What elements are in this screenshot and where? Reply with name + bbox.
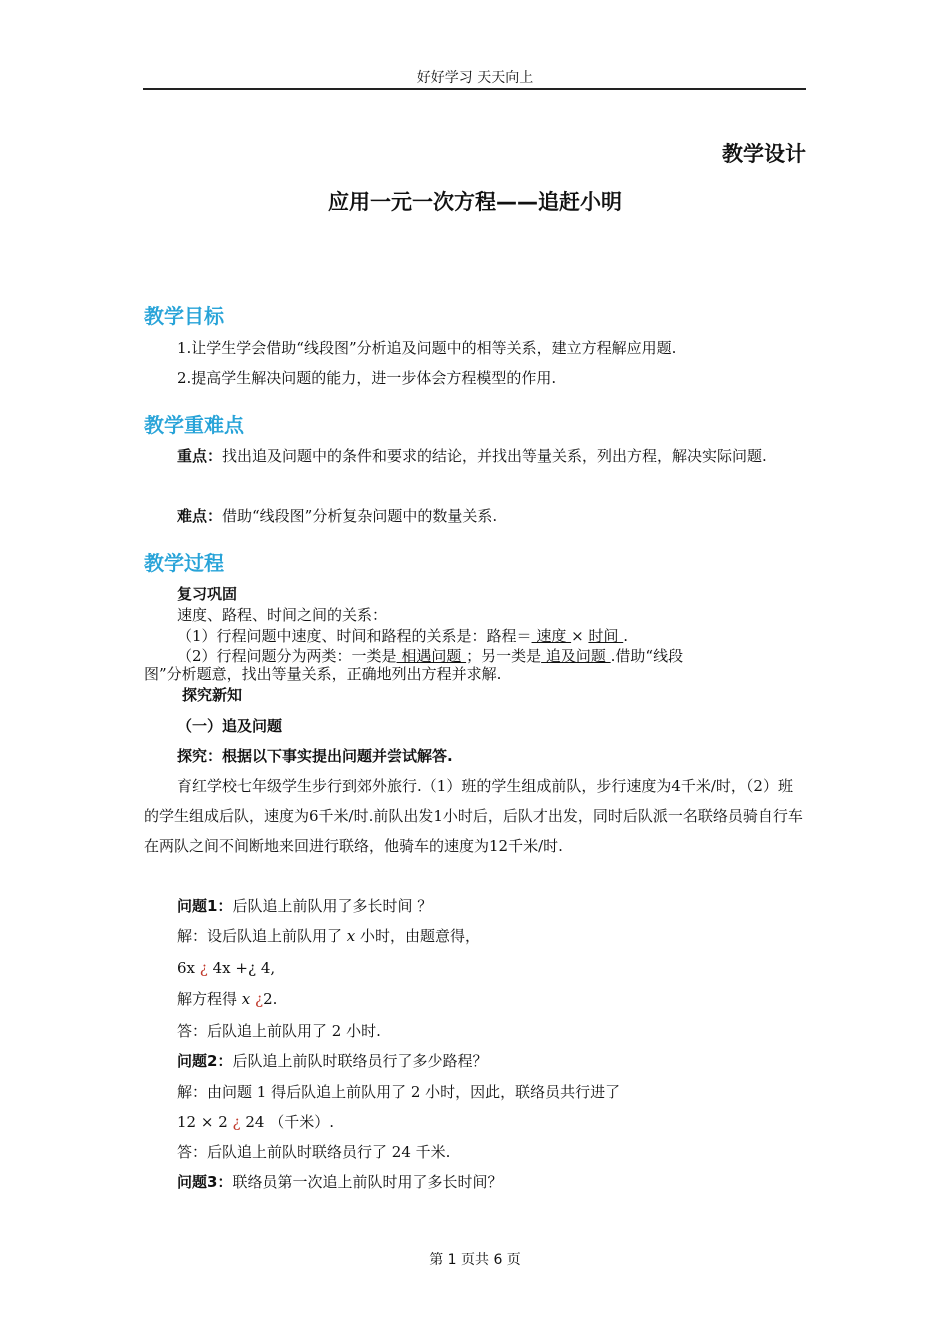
difficulty-text: 借助“线段图”分析复杂问题中的数量关系. bbox=[222, 507, 498, 525]
document-type: 教学设计 bbox=[722, 142, 806, 166]
explore-heading: 探究新知 bbox=[182, 686, 243, 704]
review-line-3-mid: ；另一类是 bbox=[466, 647, 542, 665]
blank-time: 时间 bbox=[588, 627, 624, 645]
review-heading: 复习巩固 bbox=[177, 585, 238, 603]
question-1-text: 后队追上前队用了多长时间 ？ bbox=[232, 897, 433, 915]
review-line-2 bbox=[144, 628, 806, 645]
question-1-solution-line-2 bbox=[144, 984, 806, 1014]
question-2-calculation bbox=[144, 1107, 806, 1137]
question-2-answer: 答：后队追上前队时联络员行了 24 千米. bbox=[177, 1143, 451, 1161]
focus-paragraph bbox=[144, 441, 806, 471]
blank-meeting-problem: 相遇问题 bbox=[396, 647, 467, 665]
story-paragraph: 育红学校七年级学生步行到郊外旅行.（1）班的学生组成前队，步行速度为4千米/时，（2）班的学生组成后队，速度为6千米/时.前队出发1小时后，后队才出发，同时后队派一名联络员骑自行车在两队之间不间断地来回进行联络，他骑车的速度为12千米/时. bbox=[144, 777, 803, 855]
page-header: 好好学习 天天向上 bbox=[416, 70, 534, 86]
difficulty-label: 难点： bbox=[177, 507, 223, 525]
equation-1-term: 4x bbox=[212, 959, 231, 977]
question-2-text: 后队追上前队时联络员行了多少路程？ bbox=[232, 1052, 488, 1070]
calc-lhs: 12 × 2 bbox=[177, 1113, 228, 1131]
question-2 bbox=[144, 1046, 806, 1076]
equation-1-operator: ¿ bbox=[199, 959, 208, 977]
difficulty-paragraph bbox=[144, 501, 806, 531]
section-heading-key-points: 教学重难点 bbox=[144, 413, 244, 437]
equation-1-lhs: 6x bbox=[177, 959, 196, 977]
question-1-solution-line-1 bbox=[144, 921, 806, 951]
equation-1-const: 4, bbox=[260, 959, 276, 977]
variable-x: x bbox=[346, 927, 356, 945]
sub-heading-chase: （一）追及问题 bbox=[177, 717, 283, 735]
goal-item-1: 1.让学生学会借助“线段图”分析追及问题中的相等关系，建立方程解应用题. bbox=[177, 339, 677, 357]
review-line-4: 图”分析题意，找出等量关系，正确地列出方程并求解. bbox=[144, 665, 502, 683]
blank-speed: 速度 bbox=[531, 627, 572, 645]
review-line-3 bbox=[144, 648, 806, 665]
explore-prompt: 探究：根据以下事实提出问题并尝试解答. bbox=[177, 747, 453, 765]
calc-operator: ¿ bbox=[232, 1113, 241, 1131]
review-line-1: 速度、路程、时间之间的关系： bbox=[177, 606, 388, 624]
question-3-text: 联络员第一次追上前队时用了多长时间？ bbox=[232, 1173, 503, 1191]
calc-rhs: 24 （千米）. bbox=[245, 1113, 334, 1131]
goal-item-2: 2.提高学生解决问题的能力，进一步体会方程模型的作用. bbox=[177, 369, 557, 387]
variable-x-2: x bbox=[241, 990, 251, 1008]
question-2-solution: 解：由问题 1 得后队追上前队用了 2 小时，因此，联络员共行进了 bbox=[177, 1083, 621, 1101]
page-title: 应用一元一次方程——追赶小明 bbox=[328, 190, 622, 214]
focus-text: 找出追及问题中的条件和要求的结论，并找出等量关系，列出方程，解决实际问题. bbox=[222, 447, 767, 465]
header-divider bbox=[143, 88, 806, 90]
question-1 bbox=[144, 891, 806, 921]
solution-2-operator: ¿ bbox=[255, 990, 264, 1008]
solution-2-text: 解方程得 bbox=[177, 990, 242, 1008]
solution-1-text-a: 解：设后队追上前队用了 bbox=[177, 927, 347, 945]
equation-1 bbox=[144, 953, 806, 983]
question-2-label: 问题2： bbox=[177, 1052, 233, 1070]
review-line-3-prefix: （2）行程问题分为两类：一类是 bbox=[177, 647, 397, 665]
question-3-label: 问题3： bbox=[177, 1173, 233, 1191]
section-heading-goals: 教学目标 bbox=[144, 304, 224, 328]
question-3 bbox=[144, 1167, 806, 1197]
blank-chase-problem: 追及问题 bbox=[541, 647, 611, 665]
review-line-2-suffix: . bbox=[623, 627, 628, 645]
review-line-2-prefix: （1）行程问题中速度、时间和路程的关系是：路程＝ bbox=[177, 627, 532, 645]
question-1-answer: 答：后队追上前队用了 2 小时. bbox=[177, 1022, 381, 1040]
review-line-3-suffix: .借助“线段 bbox=[610, 647, 684, 665]
multiply-sign: × bbox=[571, 627, 589, 645]
equation-1-plus: +¿ bbox=[235, 959, 257, 977]
section-heading-process: 教学过程 bbox=[144, 551, 224, 575]
page-footer: 第 1 页共 6 页 bbox=[429, 1252, 521, 1268]
solution-1-text-b: 小时，由题意得， bbox=[355, 927, 481, 945]
solution-2-value: 2. bbox=[263, 990, 278, 1008]
focus-label: 重点： bbox=[177, 447, 223, 465]
question-1-label: 问题1： bbox=[177, 897, 233, 915]
